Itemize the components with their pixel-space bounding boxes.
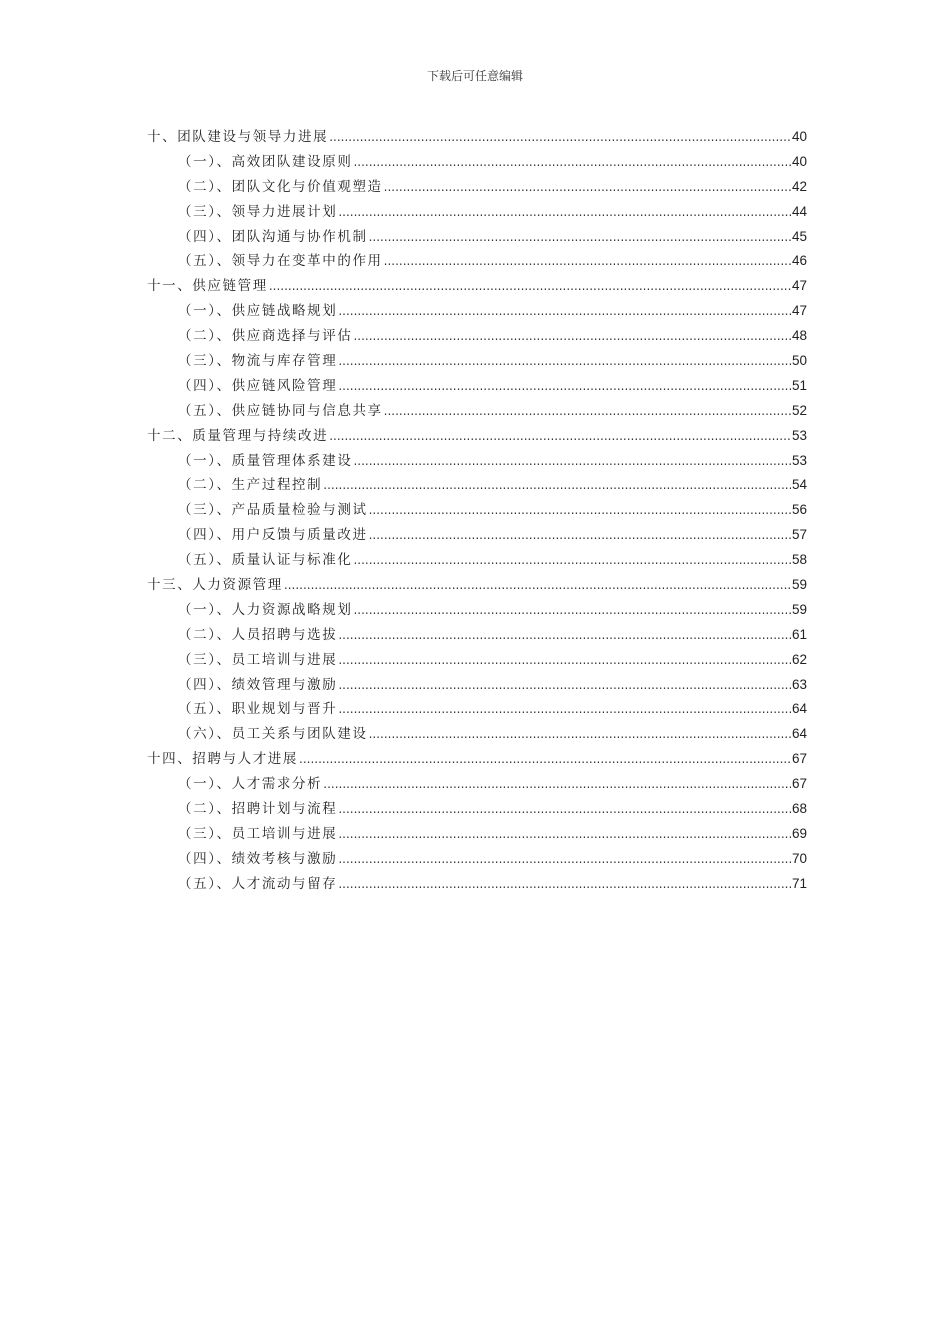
toc-entry-title: （一）、高效团队建设原则: [178, 153, 353, 170]
toc-page-number: 62: [791, 651, 807, 667]
toc-page-number: 63: [791, 676, 807, 692]
toc-section-entry[interactable]: [147, 697, 807, 722]
toc-entry-title: （一）、供应链战略规划: [178, 303, 338, 320]
toc-entry-title: （四）、绩效管理与激励: [178, 676, 338, 693]
toc-dot-leader: [338, 702, 791, 716]
toc-section-entry[interactable]: [147, 548, 807, 573]
toc-page-number: 56: [791, 502, 807, 518]
toc-section-entry[interactable]: [147, 449, 807, 474]
toc-dot-leader: [384, 180, 791, 194]
toc-page-number: 67: [791, 751, 807, 767]
toc-page-number: 53: [791, 427, 807, 443]
toc-entry-title: （五）、人才流动与留存: [178, 875, 338, 892]
toc-dot-leader: [384, 254, 791, 268]
toc-chapter-entry[interactable]: [147, 573, 807, 598]
toc-entry-title: 十四、招聘与人才进展: [147, 751, 298, 768]
toc-dot-leader: [353, 553, 791, 567]
toc-section-entry[interactable]: [147, 648, 807, 673]
toc-entry-title: （一）、人力资源战略规划: [178, 601, 353, 618]
toc-page-number: 52: [791, 402, 807, 418]
toc-section-entry[interactable]: [147, 523, 807, 548]
toc-entry-title: （四）、绩效考核与激励: [178, 850, 338, 867]
toc-entry-title: （一）、质量管理体系建设: [178, 452, 353, 469]
toc-page-number: 40: [791, 129, 807, 144]
toc-dot-leader: [269, 279, 791, 293]
toc-dot-leader: [323, 478, 791, 492]
toc-page-number: 64: [791, 701, 807, 717]
toc-chapter-entry[interactable]: [147, 424, 807, 449]
toc-entry-title: （三）、员工培训与进展: [178, 825, 338, 842]
toc-entry-title: （五）、供应链协同与信息共享: [178, 402, 383, 419]
toc-dot-leader: [369, 230, 791, 244]
toc-section-entry[interactable]: [147, 872, 807, 897]
toc-dot-leader: [384, 404, 791, 418]
toc-section-entry[interactable]: [147, 772, 807, 797]
toc-page-number: 67: [791, 776, 807, 792]
toc-page-number: 69: [791, 825, 807, 841]
toc-section-entry[interactable]: [147, 175, 807, 200]
toc-page-number: 71: [791, 875, 807, 891]
toc-entry-title: （三）、物流与库存管理: [178, 353, 338, 370]
toc-entry-title: （六）、员工关系与团队建设: [178, 726, 368, 743]
toc-dot-leader: [338, 653, 791, 667]
toc-entry-title: （四）、团队沟通与协作机制: [178, 228, 368, 245]
toc-dot-leader: [299, 752, 791, 766]
toc-page-number: 48: [791, 328, 807, 344]
toc-section-entry[interactable]: [147, 299, 807, 324]
toc-page-number: 45: [791, 228, 807, 244]
toc-entry-title: （五）、质量认证与标准化: [178, 552, 353, 569]
toc-entry-title: （三）、产品质量检验与测试: [178, 502, 368, 519]
toc-page-number: 58: [791, 552, 807, 568]
toc-entry-title: （二）、招聘计划与流程: [178, 801, 338, 818]
toc-dot-leader: [369, 528, 791, 542]
toc-section-entry[interactable]: [147, 200, 807, 225]
table-of-contents: [147, 125, 807, 897]
toc-section-entry[interactable]: [147, 225, 807, 250]
toc-page-number: 46: [791, 253, 807, 269]
toc-chapter-entry[interactable]: [147, 274, 807, 299]
toc-section-entry[interactable]: [147, 324, 807, 349]
toc-dot-leader: [338, 802, 791, 816]
toc-page-number: 47: [791, 278, 807, 294]
toc-entry-title: （五）、职业规划与晋升: [178, 701, 338, 718]
toc-dot-leader: [338, 304, 791, 318]
toc-dot-leader: [338, 628, 791, 642]
toc-chapter-entry[interactable]: [147, 747, 807, 772]
toc-entry-title: （二）、生产过程控制: [178, 477, 323, 494]
toc-page-number: 64: [791, 726, 807, 742]
toc-page-number: 50: [791, 353, 807, 369]
toc-section-entry[interactable]: [147, 847, 807, 872]
toc-dot-leader: [353, 329, 791, 343]
toc-dot-leader: [323, 777, 791, 791]
toc-chapter-entry[interactable]: [147, 125, 807, 150]
toc-dot-leader: [353, 454, 791, 468]
toc-entry-title: （二）、团队文化与价值观塑造: [178, 178, 383, 195]
toc-dot-leader: [329, 429, 791, 443]
page-header: 下载后可任意编辑: [426, 69, 523, 83]
toc-dot-leader: [353, 603, 791, 617]
toc-entry-title: 十二、质量管理与持续改进: [147, 427, 329, 444]
toc-page-number: 61: [791, 626, 807, 642]
toc-entry-title: （二）、人员招聘与选拔: [178, 626, 338, 643]
toc-dot-leader: [338, 354, 791, 368]
toc-section-entry[interactable]: [147, 249, 807, 274]
toc-dot-leader: [284, 578, 791, 592]
toc-dot-leader: [338, 827, 791, 841]
toc-entry-title: 十三、人力资源管理: [147, 577, 283, 594]
toc-page-number: 44: [791, 203, 807, 219]
toc-entry-title: 十、团队建设与领导力进展: [147, 129, 329, 145]
toc-page-number: 53: [791, 452, 807, 468]
toc-section-entry[interactable]: [147, 374, 807, 399]
toc-page-number: 47: [791, 303, 807, 319]
toc-entry-title: （四）、供应链风险管理: [178, 377, 338, 394]
toc-entry-title: （四）、用户反馈与质量改进: [178, 527, 368, 544]
toc-section-entry[interactable]: [147, 722, 807, 747]
toc-section-entry[interactable]: [147, 150, 807, 175]
toc-section-entry[interactable]: [147, 822, 807, 847]
toc-page-number: 54: [791, 477, 807, 493]
toc-dot-leader: [338, 678, 791, 692]
toc-dot-leader: [353, 155, 791, 169]
toc-page-number: 40: [791, 153, 807, 169]
toc-section-entry[interactable]: [147, 797, 807, 822]
toc-section-entry[interactable]: [147, 623, 807, 648]
toc-page-number: 68: [791, 801, 807, 817]
toc-dot-leader: [338, 852, 791, 866]
toc-entry-title: （三）、员工培训与进展: [178, 651, 338, 668]
toc-section-entry[interactable]: [147, 598, 807, 623]
toc-dot-leader: [338, 205, 791, 219]
toc-section-entry[interactable]: [147, 349, 807, 374]
toc-section-entry[interactable]: [147, 498, 807, 523]
toc-page-number: 57: [791, 527, 807, 543]
toc-entry-title: （五）、领导力在变革中的作用: [178, 253, 383, 270]
toc-entry-title: （一）、人才需求分析: [178, 776, 323, 793]
toc-page-number: 42: [791, 178, 807, 194]
toc-section-entry[interactable]: [147, 399, 807, 424]
toc-dot-leader: [369, 727, 791, 741]
toc-entry-title: （三）、领导力进展计划: [178, 203, 338, 220]
toc-page-number: 59: [791, 601, 807, 617]
toc-page-number: 70: [791, 850, 807, 866]
toc-section-entry[interactable]: [147, 473, 807, 498]
toc-section-entry[interactable]: [147, 673, 807, 698]
toc-dot-leader: [369, 503, 791, 517]
toc-page-number: 59: [791, 577, 807, 593]
toc-dot-leader: [338, 877, 791, 891]
toc-page-number: 51: [791, 377, 807, 393]
toc-dot-leader: [338, 379, 791, 393]
toc-dot-leader: [329, 130, 791, 144]
toc-entry-title: 十一、供应链管理: [147, 278, 268, 295]
toc-entry-title: （二）、供应商选择与评估: [178, 328, 353, 345]
